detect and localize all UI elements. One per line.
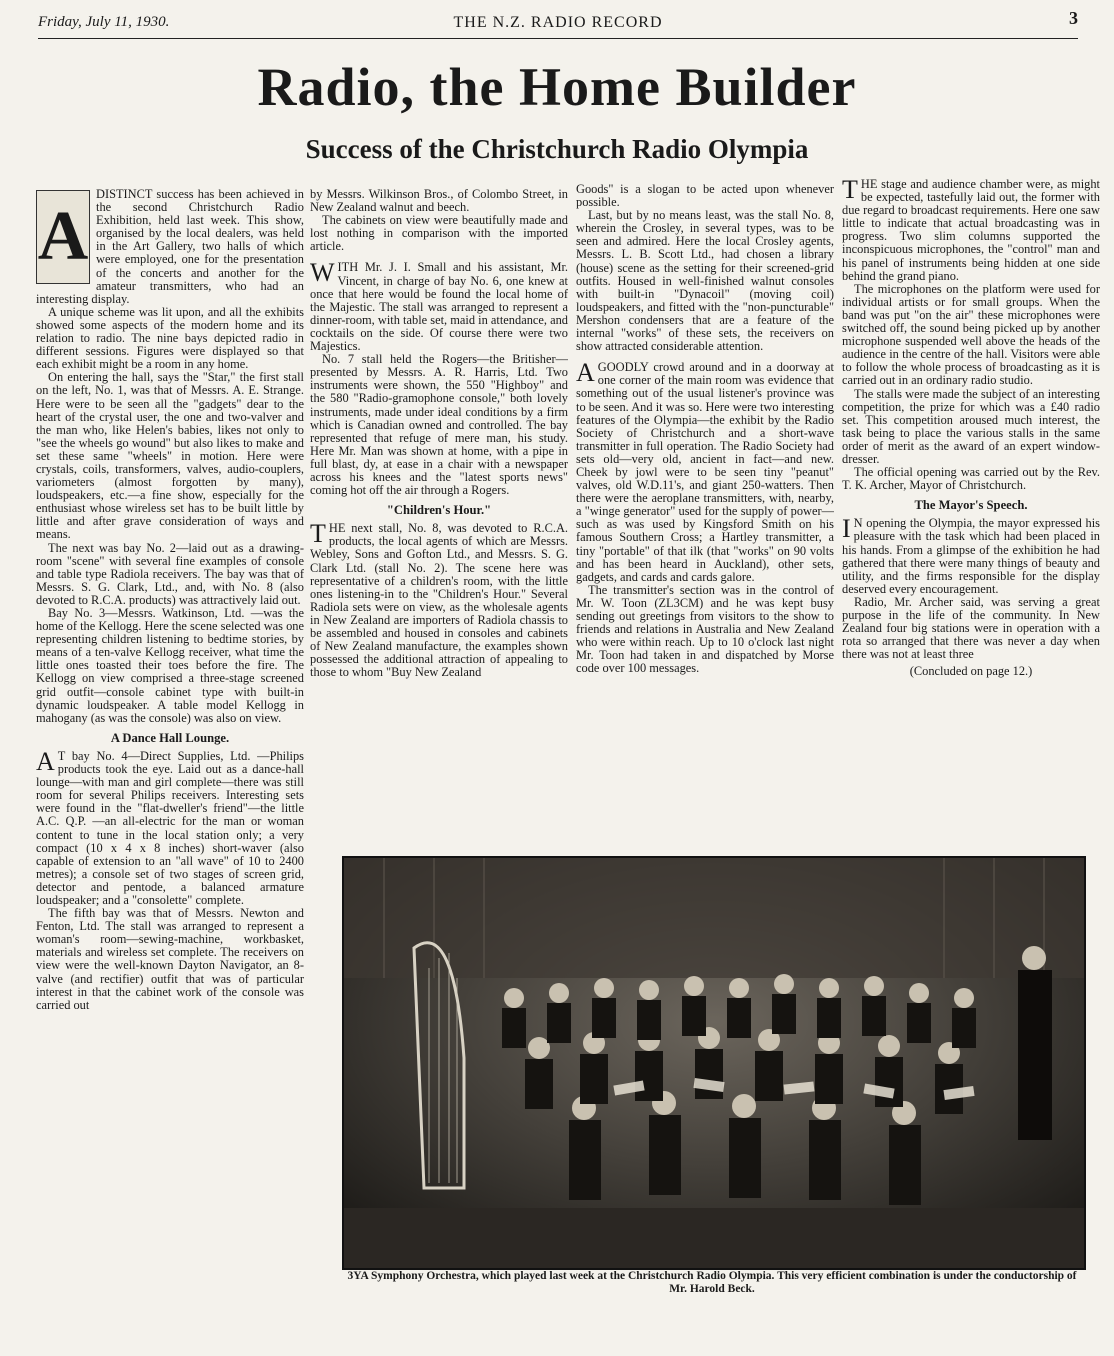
subheadline: Success of the Christchurch Radio Olympia [305,134,809,164]
initial-letter: A [36,746,55,776]
paragraph: by Messrs. Wilkinson Bros., of Colombo Street, in New Zealand walnut and beech. [310,188,568,215]
paragraph: No. 7 stall held the Rogers—the Britisher—presented by Messrs. A. R. Harris, Ltd. Two instruments were shown, the 550 "Highboy" and the 580 "Radio-gramophone console," both lovely instruments, made under ideal conditions by a firm which is Canadian owned and controlled. The bay represented that refuge of mere man, his study. Here Mr. Man was shown at home, with a pipe in full blast, dy, at ease in a chair with a newspaper across his knees and the "latest sports news" coming hot off the air through a Rogers. [310,352,568,498]
publication-title: THE N.Z. RADIO RECORD [453,14,663,31]
paragraph: Bay No. 3—Messrs. Watkinson, Ltd. —was the home of the Kellogg. Here the scene selected was one representing children listening to bedtime stories, by means of a ten-valve Kellogg receiver, what time the little ones toasted their toes before the fire. The Kellogg on view comprised a three-stage screened grid outfit—console cabinet type with built-in dynamic loudspeaker. A table model Kellogg in mahogany (as was the console) was also on view. [36,606,304,725]
paragraph: Goods" is a slogan to be acted upon whenever possible. [576,183,834,210]
article-column-3 [576,183,834,855]
paragraph: THE next stall, No. 8, was devoted to R.C.A. products, the local agents of which are Messrs. Webley, Sons and Gofton Ltd., and Messrs. S. G. Clark Ltd. (stall No. 2). The scene here was representative of a children's room, with the little ones listening-in to the "Children's Hour." Several Radiola sets were on view, as the wholesale agents in New Zealand are importers of Radiola chassis to be assembled and housed in consoles and cabinets of New Zealand manufacture, the examples shown possessed the additional attraction of appealing to those to whom "Buy New Zealand [310,519,568,680]
section-heading: "Children's Hour." [386,503,492,518]
initial-letter: I [842,514,851,544]
paragraph: A unique scheme was lit upon, and all the exhibits showed some aspects of the modern home and its relation to radio. The nine bays depicted radio in different sessions. Figures were displayed so that each exhibit might be a room in any home. [36,304,304,372]
orchestra-photograph [342,856,1086,1270]
article-column-4 [842,178,1100,856]
paragraph: The cabinets on view were beautifully made and lost nothing in comparison with the imported article. [310,213,568,254]
initial-letter: T [842,178,858,204]
section-heading: A Dance Hall Lounge. [110,730,230,745]
paragraph: Radio, Mr. Archer said, was serving a great purpose in the life of the community. In New Zealand four big stations were in operation with a rota so arranged that there was never a day when there was not at least three [842,594,1100,662]
drop-cap: A [36,190,90,284]
paragraph: The official opening was carried out by the Rev. T. K. Archer, Mayor of Christchurch. [842,465,1100,493]
paragraph: A T bay No. 4—Direct Supplies, Ltd. —Philips products took the eye. Laid out as a dance-hall lounge—with man and girl complete—there was still room for several Philips receivers. Interesting sets were found in the "flat-dweller's friend"—the little A.C. Q.P. —an all-electric for the man or woman content to tune in the local station only; a very compact (10 x 4 x 8 inches) short-waver (also capable of extension to an "all wave" of 10 to 2400 metres); a console set of two stages of screen grid, detector and pentode, a balanced armature loudspeaker; and a "consolette" complete. [36,746,304,907]
paragraph: WITH Mr. J. I. Small and his assistant, Mr. Vincent, in charge of bay No. 6, one knew at once that here would be found the local home of the Majestic. The stall was arranged to represent a dinner-room, with table set, maid in attendance, and cocktails on the side. Of course there were two Majestics. [310,258,568,354]
photo-caption: 3YA Symphony Orchestra, which played last week at the Christchurch Radio Olympia. This very efficient combination is under the conductorship of Mr. Harold Beck. [347,1270,1077,1295]
page-number: 3 [1069,8,1078,28]
initial-letter: T [310,519,326,549]
paragraph: The fifth bay was that of Messrs. Newton and Fenton, Ltd. The stall was arranged to represent a woman's room—sewing-machine, workbasket, materials and wireless set complete. The receivers on view were the well-known Dayton Navigator, an 8-valve (and rectifier) outfit that was of particular interest in that the cabinet work of the console was carried out [36,906,304,1012]
article-column-1 [36,188,304,1300]
paragraph: Last, but by no means least, was the stall No. 8, wherein the Crosley, in several types, was to be seen and admired. Here the local Crosley agents, Messrs. L. B. Scott Ltd., had chosen a library (house) scene as the setting for their screened-grid outfits. Housed in well-finished walnut consoles with built-in "Dynacoil" (moving coil) loudspeakers, and fitted with the "non-puncturable" Mershon condensers that are a feature of the internal "works" of these sets, the receivers on show attracted considerable attention. [576,208,834,354]
continuation-note: (Concluded on page 12.) [909,664,1033,679]
article-column-2 [310,188,568,860]
paragraph: The stalls were made the subject of an interesting competition, the prize for which was a £40 radio set. This competition aroused much interest, the task being to place the various stalls in the same order of merit as the award of an expert window-dresser. [842,386,1100,466]
section-heading: The Mayor's Speech. [914,498,1028,513]
headline: Radio, the Home Builder [257,57,857,117]
initial-letter: A [576,358,595,388]
page-header [38,8,1078,39]
paragraph: I N opening the Olympia, the mayor expressed his pleasure with the task which had been placed in his hands. From a glimpse of the exhibition he had gathered that there were many things of beauty and utility, and the firms responsible for the display deserved every encouragement. [842,514,1100,596]
paragraph: The microphones on the platform were used for individual artists or for small groups. When the band was put "on the air" these microphones were switched off, the sound being picked up by another microphone suspended well above the heads of the audience in the centre of the hall. Visitors were able to follow the whole process of broadcasting as it is carried out in an ordinary radio studio. [842,281,1100,388]
issue-date: Friday, July 11, 1930. [38,14,170,30]
paragraph: AGOODLY crowd around and in a doorway at one corner of the main room was evidence that something out of the usual listener's province was to be seen. And it was so. Here were two interesting features of the Olympia—the exhibit by the Radio Society of Christchurch and a short-wave transmitter in full operation. The Radio Society had sets old—very old, ancient in fact—and new. Cheek by jowl were to be seen tiny "peanut" valves, old W.D.11's, and giant 250-watters. Then there were the aeroplane transmitters, with, nearby, a "winge generator" used for the supply of power—such as was used by Kingsford Smith on his famous Southern Cross; a Hartley transmitter, a tiny "portable" of that ilk (that "works" on 90 volts and has been heard in Auckland), other sets, gadgets, and cards and cards galore. [576,358,834,584]
paragraph: THE stage and audience chamber were, as might be expected, tastefully laid out, the former with due regard to broadcast requirements. Here one saw little to indicate that actual broadcasting was in progress. Two slim columns supported the inconspicuous microphones, the "control" man and his panel of instruments being hidden at one side behind the grand piano. [842,178,1100,283]
paragraph: The transmitter's section was in the control of Mr. W. Toon (ZL3CM) and he was kept busy sending out greetings from visitors to the show to friends and relations in Australia and New Zealand who were within reach. Up to 10 o'clock last night Mr. Toon had taken in and dispatched by Morse code over 100 messages. [576,582,834,676]
paragraph: DISTINCT success has been achieved in the second Christchurch Radio Exhibition, held last week. This show, organised by the local dealers, was held in the Art Gallery, two halls of which were employed, one for the presentation of the concerts and another for the amateur transmitters, who had an interesting display. [36,188,304,306]
paragraph: The next was bay No. 2—laid out as a drawing-room "scene" with several fine examples of console and table type Radiola receivers. The bay was that of Messrs. S. G. Clark, Ltd., and, with No. 8 (also devoted to R.C.A. products) was attractively laid out. [36,540,304,607]
paragraph: On entering the hall, says the "Star," the first stall on the left, No. 1, was that of Messrs. A. E. Strange. Here were to be seen all the "gadgets" dear to the heart of the crystal user, the one and two-valver and the man who, like Helen's babies, likes not only to "see the wheels go wound" but also likes to make and set these same "wheels" in motion. Here were crystals, coils, transformers, valves, audio-couplers, variometers (almost forgotten by many), loudspeakers, etc.—a fine show, especially for the enthusiast whose wireless set has to be built little by little and after grave consideration of ways and means. [36,370,304,542]
orchestra-photo-illustration [344,858,1084,1268]
initial-letter: W [310,258,335,288]
